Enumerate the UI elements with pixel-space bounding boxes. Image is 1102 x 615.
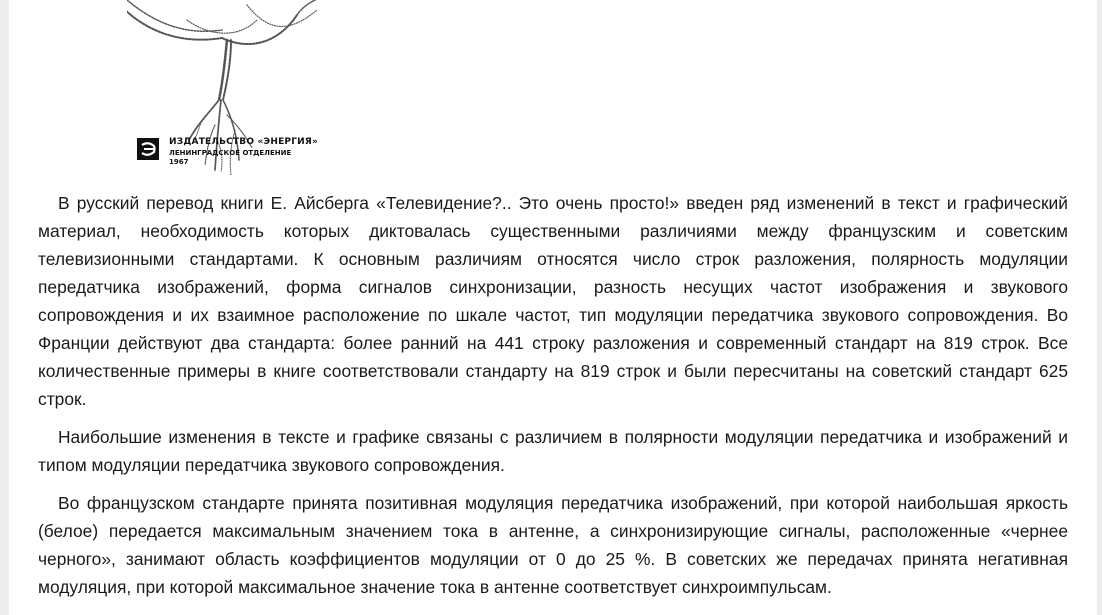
paragraph: Во французском стандарте принята позитивная модуляция передатчика изображений, при которой наибольшая яркость (белое) передается максимальным значением тока в антенне, а синхронизирующие сигналы, расположенные «чернее черного», занимают область коэффициентов модуляции от 0 до 25 %. В советских же передачах принята негативная модуляция, при которой максимальное значение тока в антенне соответствует синхроимпульсам. [38, 493, 1068, 597]
publisher-imprint [169, 138, 318, 166]
paragraph: Наибольшие изменения в тексте и графике связаны с различием в полярности модуляции передатчика и изображений и типом модуляции передатчика звукового сопровождения. [38, 427, 1068, 475]
publisher-department: ЛЕНИНГРАДСКОЕ ОТДЕЛЕНИЕ [169, 149, 292, 157]
publisher-name: ИЗДАТЕЛЬСТВО «ЭНЕРГИЯ» [169, 137, 319, 147]
paragraph: В русский перевод книги Е. Айсберга «Телевидение?.. Это очень просто!» введен ряд изменений в текст и графический материал, необходимость которых диктовалась существенными различиями между французским и советским телевизионными стандартами. К основным различиям относятся число строк разложения, полярность модуляции передатчика изображений, форма сигналов синхронизации, разность несущих частот изображения и звукового сопровождения и их взаимное расположение по шкале частот, тип модуляции передатчика звукового сопровождения. Во Франции действуют два стандарта: более ранний на 441 строку разложения и современный стандарт на 819 строк. Все количественные примеры в книге соответствовали стандарту на 819 строк и были пересчитаны на советский стандарт 625 строк. [38, 193, 1068, 409]
document-page [9, 0, 1097, 615]
publication-year: 1967 [169, 158, 189, 166]
body-text [38, 189, 1068, 611]
publisher-logo-icon [136, 137, 160, 161]
